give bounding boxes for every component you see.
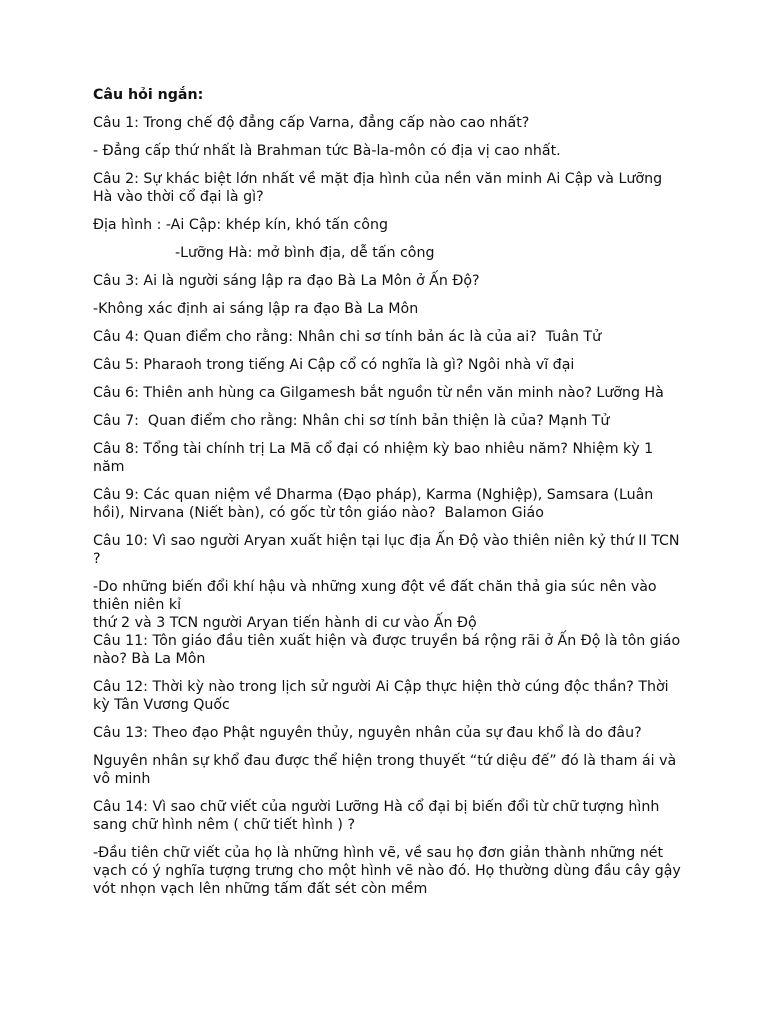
document-page — [93, 86, 686, 908]
answer-2-line-1: Địa hình : -Ai Cập: khép kín, khó tấn công — [93, 217, 388, 233]
question-8: Câu 8: Tổng tài chính trị La Mã cổ đại có nhiệm kỳ bao nhiêu năm? Nhiệm kỳ 1 năm — [93, 441, 658, 475]
question-4: Câu 4: Quan điểm cho rằng: Nhân chi sơ tính bản ác là của ai? Tuân Tử — [93, 329, 602, 345]
answer-2-line-2: -Lưỡng Hà: mở bình địa, dễ tấn công — [175, 245, 435, 261]
question-14: Câu 14: Vì sao chữ viết của người Lưỡng Hà cổ đại bị biến đổi từ chữ tượng hình sang chữ hình nêm ( chữ tiết hình ) ? — [93, 799, 664, 833]
document-title: Câu hỏi ngắn: — [93, 87, 204, 103]
question-2: Câu 2: Sự khác biệt lớn nhất về mặt địa hình của nền văn minh Ai Cập và Lưỡng Hà vào thời cổ đại là gì? — [93, 171, 667, 205]
answer-13: Nguyên nhân sự khổ đau được thể hiện trong thuyết “tứ diệu đế” đó là tham ái và vô minh — [93, 753, 681, 787]
question-10: Câu 10: Vì sao người Aryan xuất hiện tại lục địa Ấn Độ vào thiên niên kỷ thứ II TCN ? — [93, 533, 685, 567]
question-9: Câu 9: Các quan niệm về Dharma (Đạo pháp), Karma (Nghiệp), Samsara (Luân hồi), Nirvana (Niết bàn), có gốc từ tôn giáo nào? Balamon Giáo — [93, 487, 658, 521]
answer-1: - Đẳng cấp thứ nhất là Brahman tức Bà-la-môn có địa vị cao nhất. — [93, 143, 561, 159]
answer-10-line-2: thứ 2 và 3 TCN người Aryan tiến hành di cư vào Ấn Độ — [93, 615, 477, 631]
question-3: Câu 3: Ai là người sáng lập ra đạo Bà La Môn ở Ấn Độ? — [93, 273, 480, 289]
answer-14: -Đầu tiên chữ viết của họ là những hình vẽ, về sau họ đơn giản thành những nét vạch có ý nghĩa tượng trưng cho một hình vẽ nào đó. Họ thường dùng đầu cây gậy vót nhọn vạch lên những tấm đất sét còn mềm — [93, 845, 686, 897]
answer-10-line-1: -Do những biến đổi khí hậu và những xung đột về đất chăn thả gia súc nên vào thiên niên kỉ — [93, 579, 662, 613]
answer-3: -Không xác định ai sáng lập ra đạo Bà La Môn — [93, 301, 419, 317]
question-7: Câu 7: Quan điểm cho rằng: Nhân chi sơ tính bản thiện là của? Mạnh Tử — [93, 413, 610, 429]
question-12: Câu 12: Thời kỳ nào trong lịch sử người Ai Cập thực hiện thờ cúng độc thần? Thời kỳ Tân Vương Quốc — [93, 679, 674, 713]
question-13: Câu 13: Theo đạo Phật nguyên thủy, nguyên nhân của sự đau khổ là do đâu? — [93, 725, 642, 741]
question-1: Câu 1: Trong chế độ đẳng cấp Varna, đẳng cấp nào cao nhất? — [93, 115, 530, 131]
question-11: Câu 11: Tôn giáo đầu tiên xuất hiện và được truyền bá rộng rãi ở Ấn Độ là tôn giáo nào? Bà La Môn — [93, 633, 685, 667]
question-6: Câu 6: Thiên anh hùng ca Gilgamesh bắt nguồn từ nền văn minh nào? Lưỡng Hà — [93, 385, 664, 401]
question-5: Câu 5: Pharaoh trong tiếng Ai Cập cổ có nghĩa là gì? Ngôi nhà vĩ đại — [93, 357, 575, 373]
